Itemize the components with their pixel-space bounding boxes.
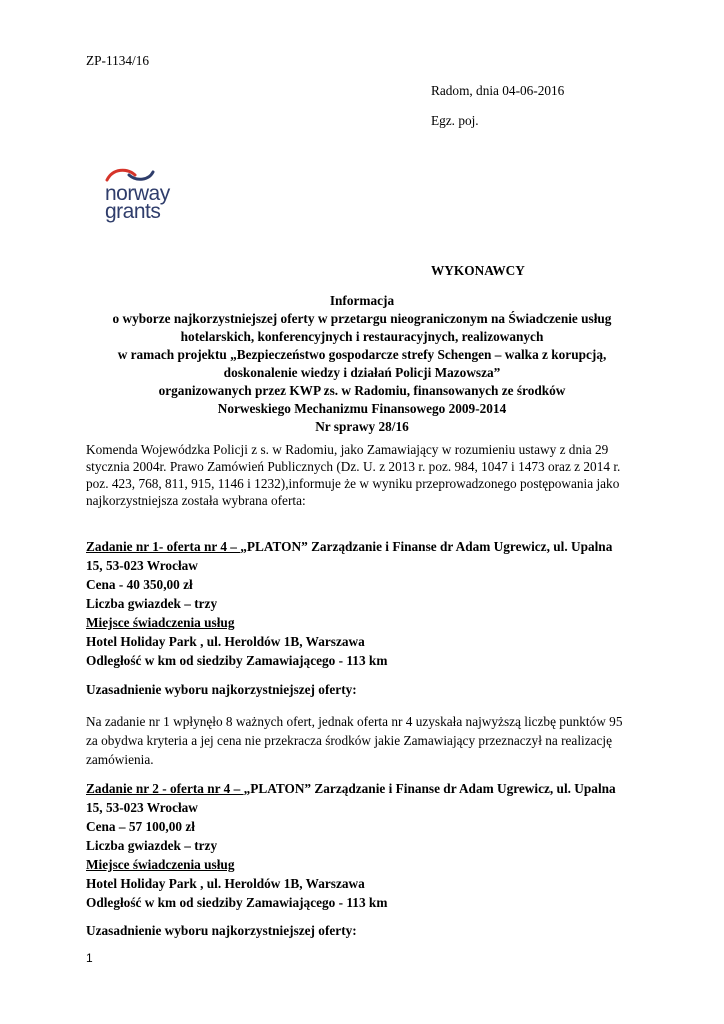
task-2-heading [86,779,616,798]
task-1-heading [86,537,612,556]
task-1-distance: Odległość w km od siedziby Zamawiającego - 113 km [86,653,388,668]
intro-paragraph [86,441,620,509]
task-2-block [86,779,616,912]
task-1-address: 15, 53-023 Wrocław [86,558,198,573]
task-2-justification-heading: Uzasadnienie wyboru najkorzystniejszej oferty: [86,923,357,938]
task-1-justification [86,712,622,769]
logo-line-grants: grants [105,200,161,223]
task-2-contractor: „PLATON” Zarządzanie i Finanse dr Adam Ugrewicz, ul. Upalna [243,781,616,796]
task-1-block [86,537,612,670]
intro-line: stycznia 2004r. Prawo Zamówień Publicznych (Dz. U. z 2013 r. poz. 984, 1047 i 1473 oraz z 2014 r. [86,459,621,474]
task-2-hotel: Hotel Holiday Park , ul. Heroldów 1B, Warszawa [86,876,365,891]
intro-line: Komenda Wojewódzka Policji z s. w Radomiu, jako Zamawiający w rozumieniu ustawy z dnia 29 [86,442,609,457]
place-date: Radom, dnia 04-06-2016 [431,83,565,98]
task-1-hotel: Hotel Holiday Park , ul. Heroldów 1B, Warszawa [86,634,365,649]
logo-line-norway: norway [105,182,170,205]
task-1-place-label: Miejsce świadczenia usług [86,615,235,630]
justification-line: zamówienia. [86,752,154,767]
task-2-place-label: Miejsce świadczenia usług [86,857,235,872]
norway-grants-logo [105,166,185,222]
task-2-distance: Odległość w km od siedziby Zamawiającego - 113 km [86,895,388,910]
title-line: w ramach projektu „Bezpieczeństwo gospodarcze strefy Schengen – walka z korupcją, [117,347,607,362]
task-1-stars: Liczba gwiazdek – trzy [86,596,218,611]
task-1-price: Cena - 40 350,00 zł [86,577,193,592]
task-1-heading-label: Zadanie nr 1- oferta nr 4 – [86,539,241,554]
reference-number: ZP-1134/16 [86,53,150,68]
copy-note: Egz. poj. [431,113,479,128]
task-2-stars: Liczba gwiazdek – trzy [86,838,218,853]
intro-line: poz. 423, 768, 811, 915, 1146 i 1232),informuje że w wyniku przeprowadzonego postępowania jako [86,476,620,491]
title-line: o wyborze najkorzystniejszej oferty w przetargu nieograniczonym na Świadczenie usług [112,311,612,326]
task-1-justification-heading: Uzasadnienie wyboru najkorzystniejszej oferty: [86,682,357,697]
intro-line: najkorzystniejsza została wybrana oferta: [86,493,306,508]
task-2-heading-label: Zadanie nr 2 - oferta nr 4 – [86,781,244,796]
justification-line: Na zadanie nr 1 wpłynęło 8 ważnych ofert, jednak oferta nr 4 uzyskała najwyższą liczbę punktów 95 [86,714,623,729]
page-number: 1 [86,951,93,965]
title-line: Informacja [329,293,395,308]
document-title [0,292,724,436]
task-2-price: Cena – 57 100,00 zł [86,819,195,834]
title-line: Norweskiego Mechanizmu Finansowego 2009-2014 [217,401,507,416]
task-1-contractor: „PLATON” Zarządzanie i Finanse dr Adam Ugrewicz, ul. Upalna [240,539,613,554]
addressee: WYKONAWCY [431,263,525,278]
title-line: Nr sprawy 28/16 [315,419,409,434]
title-line: hotelarskich, konferencyjnych i restauracyjnych, realizowanych [180,329,544,344]
task-2-address: 15, 53-023 Wrocław [86,800,198,815]
title-line: doskonalenie wiedzy i działań Policji Mazowsza” [223,365,501,380]
justification-line: za obydwa kryteria a jej cena nie przekracza środków jakie Zamawiający przeznaczył na realizację [86,733,613,748]
title-line: organizowanych przez KWP zs. w Radomiu, finansowanych ze środków [158,383,566,398]
